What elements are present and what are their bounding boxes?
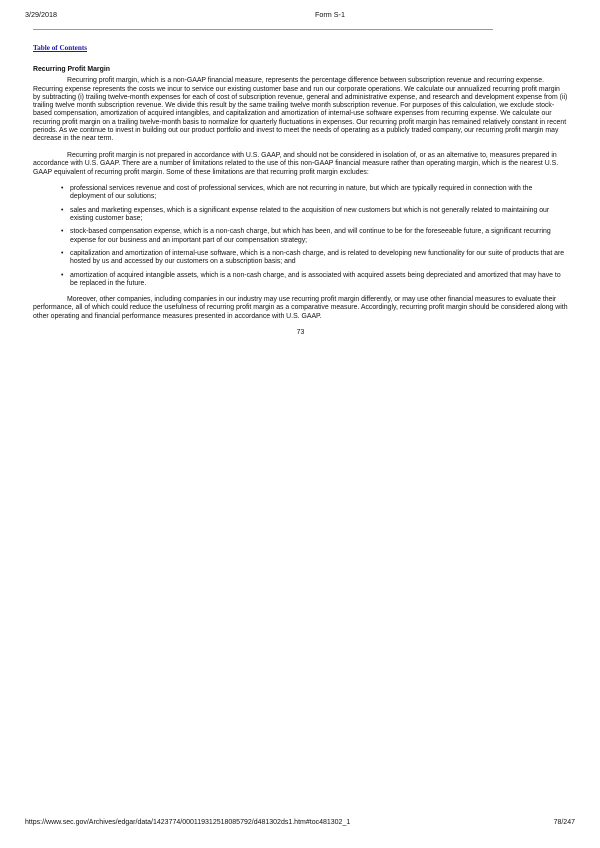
bullet-icon: • <box>61 206 64 214</box>
list-item-text: stock-based compensation expense, which is a non-cash charge, but which has been, and will continue to be for the foreseeable future, a significant recurring expense for our business and an important part of our compensation strategy; <box>70 228 551 244</box>
print-date: 3/29/2018 <box>25 10 57 19</box>
table-of-contents-link[interactable]: Table of Contents <box>33 44 88 52</box>
paragraph-definition: Recurring profit margin, which is a non-GAAP financial measure, represents the percentage difference between subscription revenue and recurring expense. Recurring expense represents the costs we incur to service our existing customer base and run our corporate operations. We calculate our annualized recurring profit margin by subtracting (i) trailing twelve-month expenses for each of cost of subscription revenue, general and administrative expense, and research and development expense from (ii) trailing twelve month subscription revenue. We divide this result by the same trailing twelve month subscription revenue. For purposes of this calculation, we exclude stock-based compensation, amortization of acquired intangibles, and capitalization and amortization of internal-use software expenses from recurring expense. We calculate our recurring profit margin on a trailing twelve-month basis to normalize for quarterly fluctuations in expenses. Our recurring profit margin has remained relatively constant in recent periods. As we continue to invest in building out our product portfolio and invest to meet the needs of operating as a publicly traded company, our recurring profit margin may decrease in the near term. <box>33 77 568 143</box>
list-item-text: professional services revenue and cost of professional services, which are not recurring in nature, but which are typically required in connection with the deployment of our solutions; <box>70 185 533 201</box>
page-count: 78/247 <box>553 819 575 826</box>
list-item <box>33 228 568 245</box>
bullet-icon: • <box>61 228 64 236</box>
bullet-icon: • <box>61 249 64 257</box>
page-number: 73 <box>296 329 305 337</box>
bullet-icon: • <box>61 271 64 279</box>
list-item-text: capitalization and amortization of internal-use software, which is a non-cash charge, and is related to developing new functionality for our suite of products that are hosted by us and accessed by our customers on a subscription basis; and <box>70 249 565 266</box>
list-item <box>33 250 568 267</box>
document-body <box>33 66 568 338</box>
list-item <box>33 272 568 289</box>
section-heading: Recurring Profit Margin <box>33 66 110 73</box>
paragraph-closing: Moreover, other companies, including companies in our industry may use recurring profit margin differently, or may use other financial measures to evaluate their performance, all of which could reduce the usefulness of recurring profit margin as a comparative measure. Accordingly, recurring profit margin should be considered along with other operating and financial performance measures presented in accordance with U.S. GAAP. <box>33 296 568 320</box>
list-item-text: sales and marketing expenses, which is a significant expense related to the acquisition of new customers but which is not generally related to maintaining our existing customer base; <box>70 206 550 223</box>
list-item <box>33 207 568 224</box>
paragraph-limitations: Recurring profit margin is not prepared in accordance with U.S. GAAP, and should not be considered in isolation of, or as an alternative to, measures prepared in accordance with U.S. GAAP. There are a number of limitations related to the use of this non-GAAP financial measure rather than operating margin, which is the nearest U.S. GAAP equivalent of recurring profit margin. Some of these limitations are that recurring profit margin excludes: <box>33 151 559 176</box>
exclusions-list <box>33 185 568 288</box>
document-title: Form S-1 <box>315 10 345 19</box>
list-item-text: amortization of acquired intangible assets, which is a non-cash charge, and is associated with acquired assets being depreciated and amortized that may have to be replaced in the future. <box>70 271 561 287</box>
source-url: https://www.sec.gov/Archives/edgar/data/1423774/000119312518085792/d481302ds1.htm#toc481302_1 <box>25 819 351 826</box>
bullet-icon: • <box>61 185 64 193</box>
header-divider <box>33 29 493 30</box>
list-item <box>33 185 568 202</box>
print-header <box>25 10 575 22</box>
